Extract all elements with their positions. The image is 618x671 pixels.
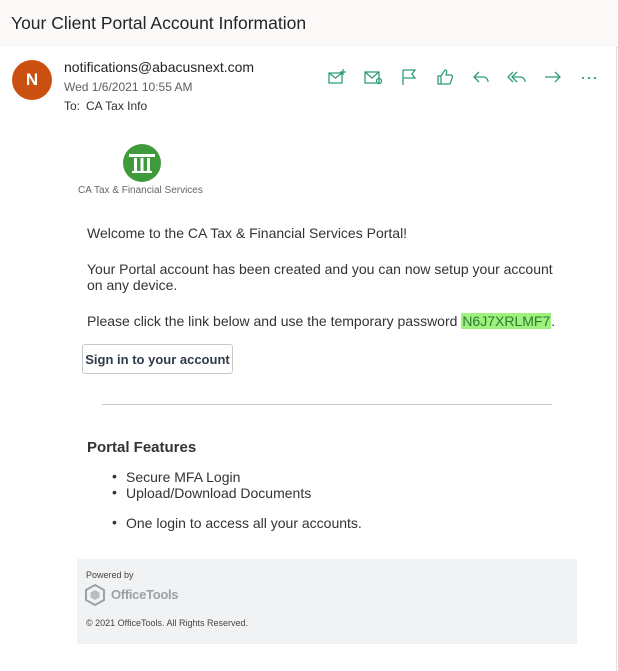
- sent-date: Wed 1/6/2021 10:55 AM: [64, 80, 193, 94]
- reply-all-icon[interactable]: [506, 66, 528, 88]
- divider: [102, 404, 552, 405]
- email-footer: [77, 559, 577, 644]
- bullet-icon: •: [112, 514, 117, 530]
- password-instructions: [87, 313, 557, 329]
- email-subject: Your Client Portal Account Information: [11, 13, 307, 33]
- to-label: To:: [64, 99, 81, 113]
- features-title: Portal Features: [87, 439, 197, 456]
- like-icon[interactable]: [434, 66, 456, 88]
- account-created-text: Your Portal account has been created and you can now setup your account on any device.: [87, 261, 553, 293]
- powered-by-label: Powered by: [86, 570, 134, 580]
- reply-icon[interactable]: [470, 66, 492, 88]
- summarize-icon[interactable]: [326, 66, 348, 88]
- welcome-text: Welcome to the CA Tax & Financial Services Portal!: [87, 225, 408, 241]
- forward-icon[interactable]: [542, 66, 564, 88]
- instructions-suffix: .: [551, 313, 556, 329]
- more-options-icon[interactable]: [578, 66, 600, 88]
- sender-avatar[interactable]: N: [12, 60, 52, 100]
- immersive-reader-icon[interactable]: [362, 66, 384, 88]
- officetools-brand: OfficeTools: [111, 587, 179, 602]
- sender-address[interactable]: notifications@abacusnext.com: [64, 59, 255, 75]
- instructions-prefix: Please click the link below and use the temporary password: [87, 313, 462, 329]
- recipient-name[interactable]: CA Tax Info: [86, 99, 148, 113]
- sign-in-button[interactable]: Sign in to your account: [82, 344, 233, 374]
- recipient-line: [64, 99, 147, 113]
- flag-icon[interactable]: [398, 66, 420, 88]
- feature-label: Upload/Download Documents: [126, 485, 312, 501]
- copyright-text: © 2021 OfficeTools. All Rights Reserved.: [86, 618, 249, 628]
- temporary-password[interactable]: N6J7XRLMF7: [462, 313, 551, 329]
- ca-tax-logo-icon: [122, 143, 162, 183]
- subject-bar: [0, 0, 618, 48]
- feature-label: Secure MFA Login: [126, 469, 241, 485]
- feature-label: One login to access all your accounts.: [126, 515, 362, 531]
- officetools-logo-icon: [83, 583, 107, 607]
- bullet-icon: •: [112, 484, 117, 500]
- logo-caption: CA Tax & Financial Services: [78, 185, 203, 196]
- bullet-icon: •: [112, 468, 117, 484]
